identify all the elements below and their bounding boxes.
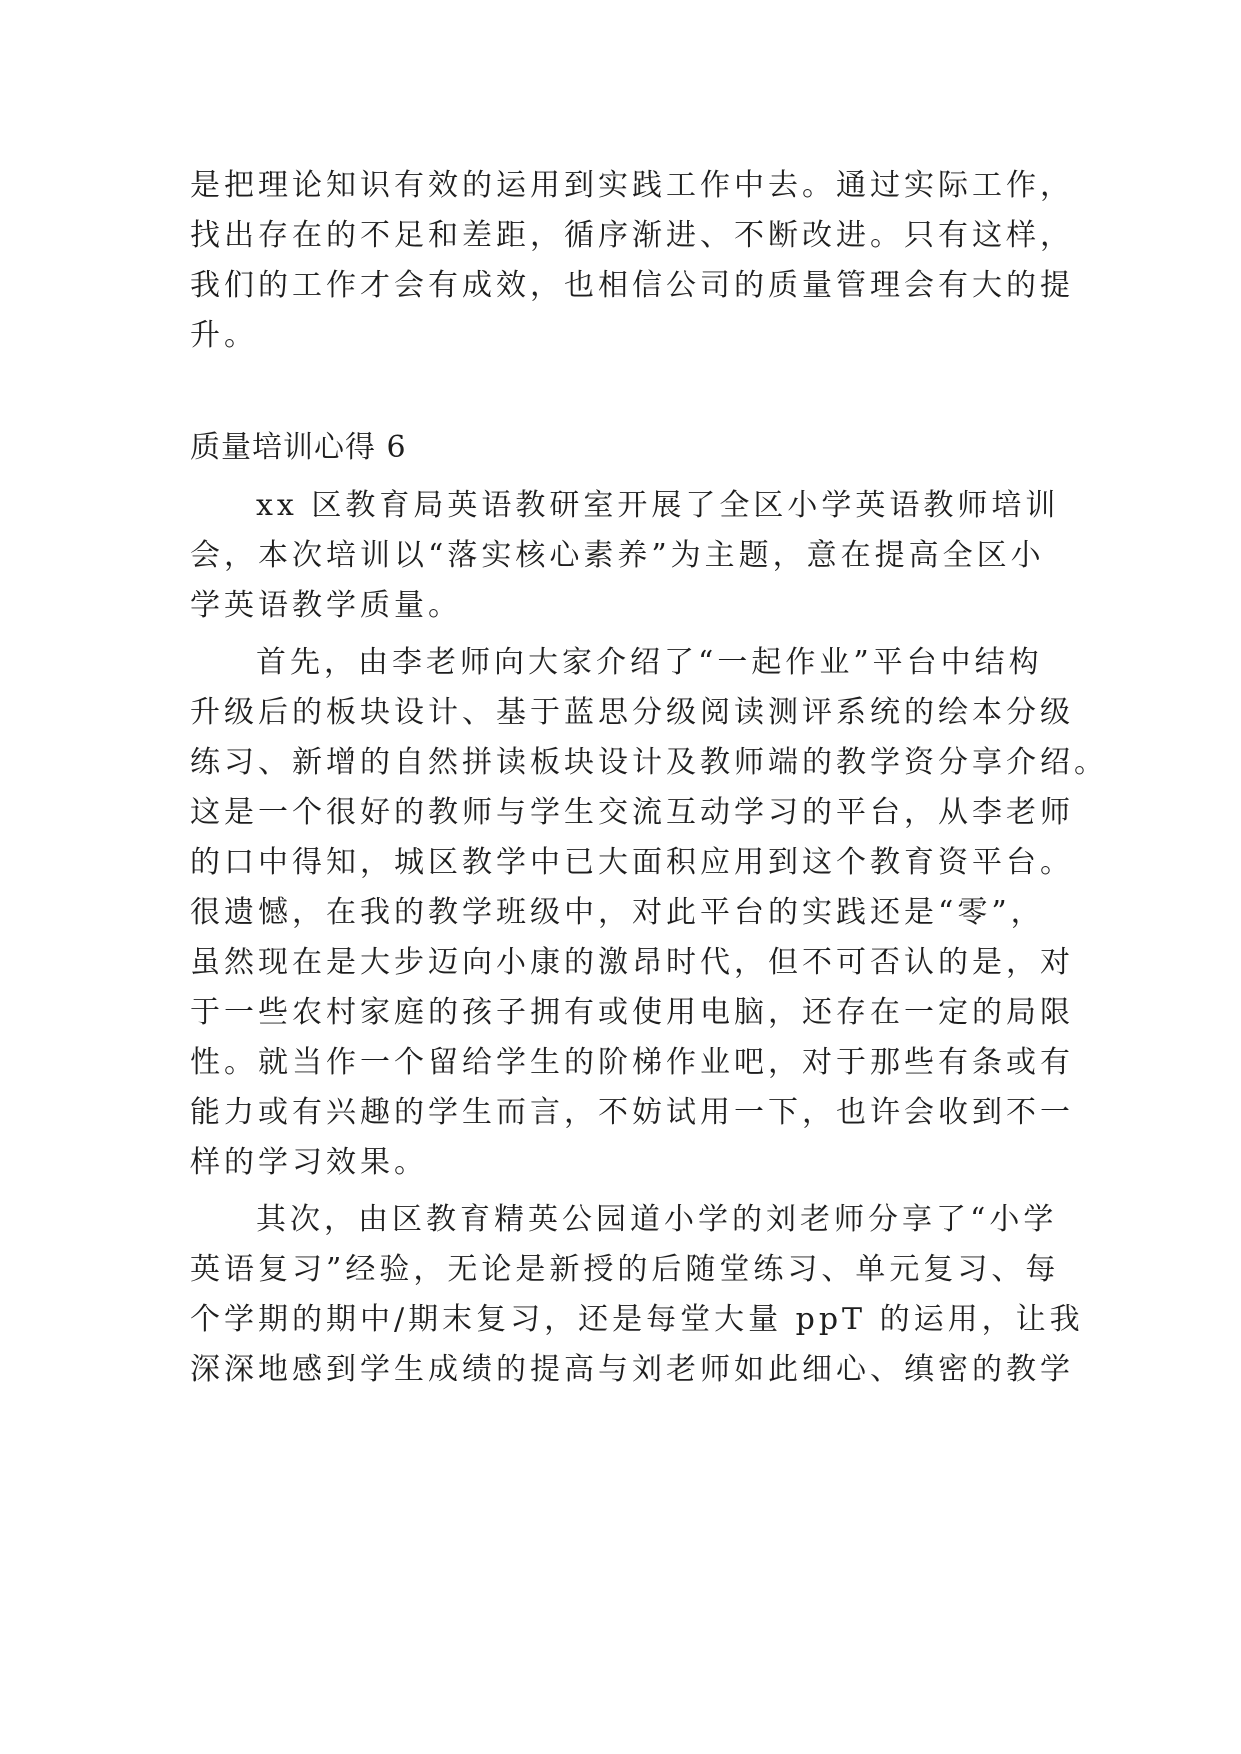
text-line: 的口中得知，城区教学中已大面积应用到这个教育资平台。 [190, 845, 1074, 880]
text-line: 找出存在的不足和差距，循序渐进、不断改进。只有这样， [190, 218, 1074, 253]
text-line: 学英语教学质量。 [190, 588, 462, 623]
text-line: 这是一个很好的教师与学生交流互动学习的平台，从李老师 [190, 795, 1074, 830]
text-line: 其次，由区教育精英公园道小学的刘老师分享了“小学 [256, 1202, 1058, 1237]
text-line: 很遗憾，在我的教学班级中，对此平台的实践还是“零”， [190, 895, 1045, 930]
text-line: 我们的工作才会有成效，也相信公司的质量管理会有大的提 [190, 268, 1074, 303]
text-line: 英语复习”经验，无论是新授的后随堂练习、单元复习、每 [190, 1252, 1060, 1287]
text-line: 深深地感到学生成绩的提高与刘老师如此细心、缜密的教学 [190, 1352, 1074, 1387]
section-title: 质量培训心得 6 [190, 430, 407, 465]
text-line: 样的学习效果。 [190, 1145, 428, 1180]
text-line: 是把理论知识有效的运用到实践工作中去。通过实际工作， [190, 168, 1074, 203]
text-line: 能力或有兴趣的学生而言，不妨试用一下，也许会收到不一 [190, 1095, 1074, 1130]
text-line: xx 区教育局英语教研室开展了全区小学英语教师培训 [256, 488, 1060, 523]
text-line: 个学期的期中/期末复习，还是每堂大量 ppT 的运用，让我 [190, 1302, 1084, 1337]
text-line: 虽然现在是大步迈向小康的激昂时代，但不可否认的是，对 [190, 945, 1074, 980]
text-line: 于一些农村家庭的孩子拥有或使用电脑，还存在一定的局限 [190, 995, 1074, 1030]
text-line: 会，本次培训以“落实核心素养”为主题，意在提高全区小 [190, 538, 1045, 573]
text-line: 性。就当作一个留给学生的阶梯作业吧，对于那些有条或有 [190, 1045, 1074, 1080]
text-line: 练习、新增的自然拼读板块设计及教师端的教学资分享介绍。 [190, 745, 1108, 780]
text-line: 升级后的板块设计、基于蓝思分级阅读测评系统的绘本分级 [190, 695, 1074, 730]
text-line: 首先，由李老师向大家介绍了“一起作业”平台中结构 [256, 645, 1043, 680]
text-line: 升。 [190, 318, 258, 353]
